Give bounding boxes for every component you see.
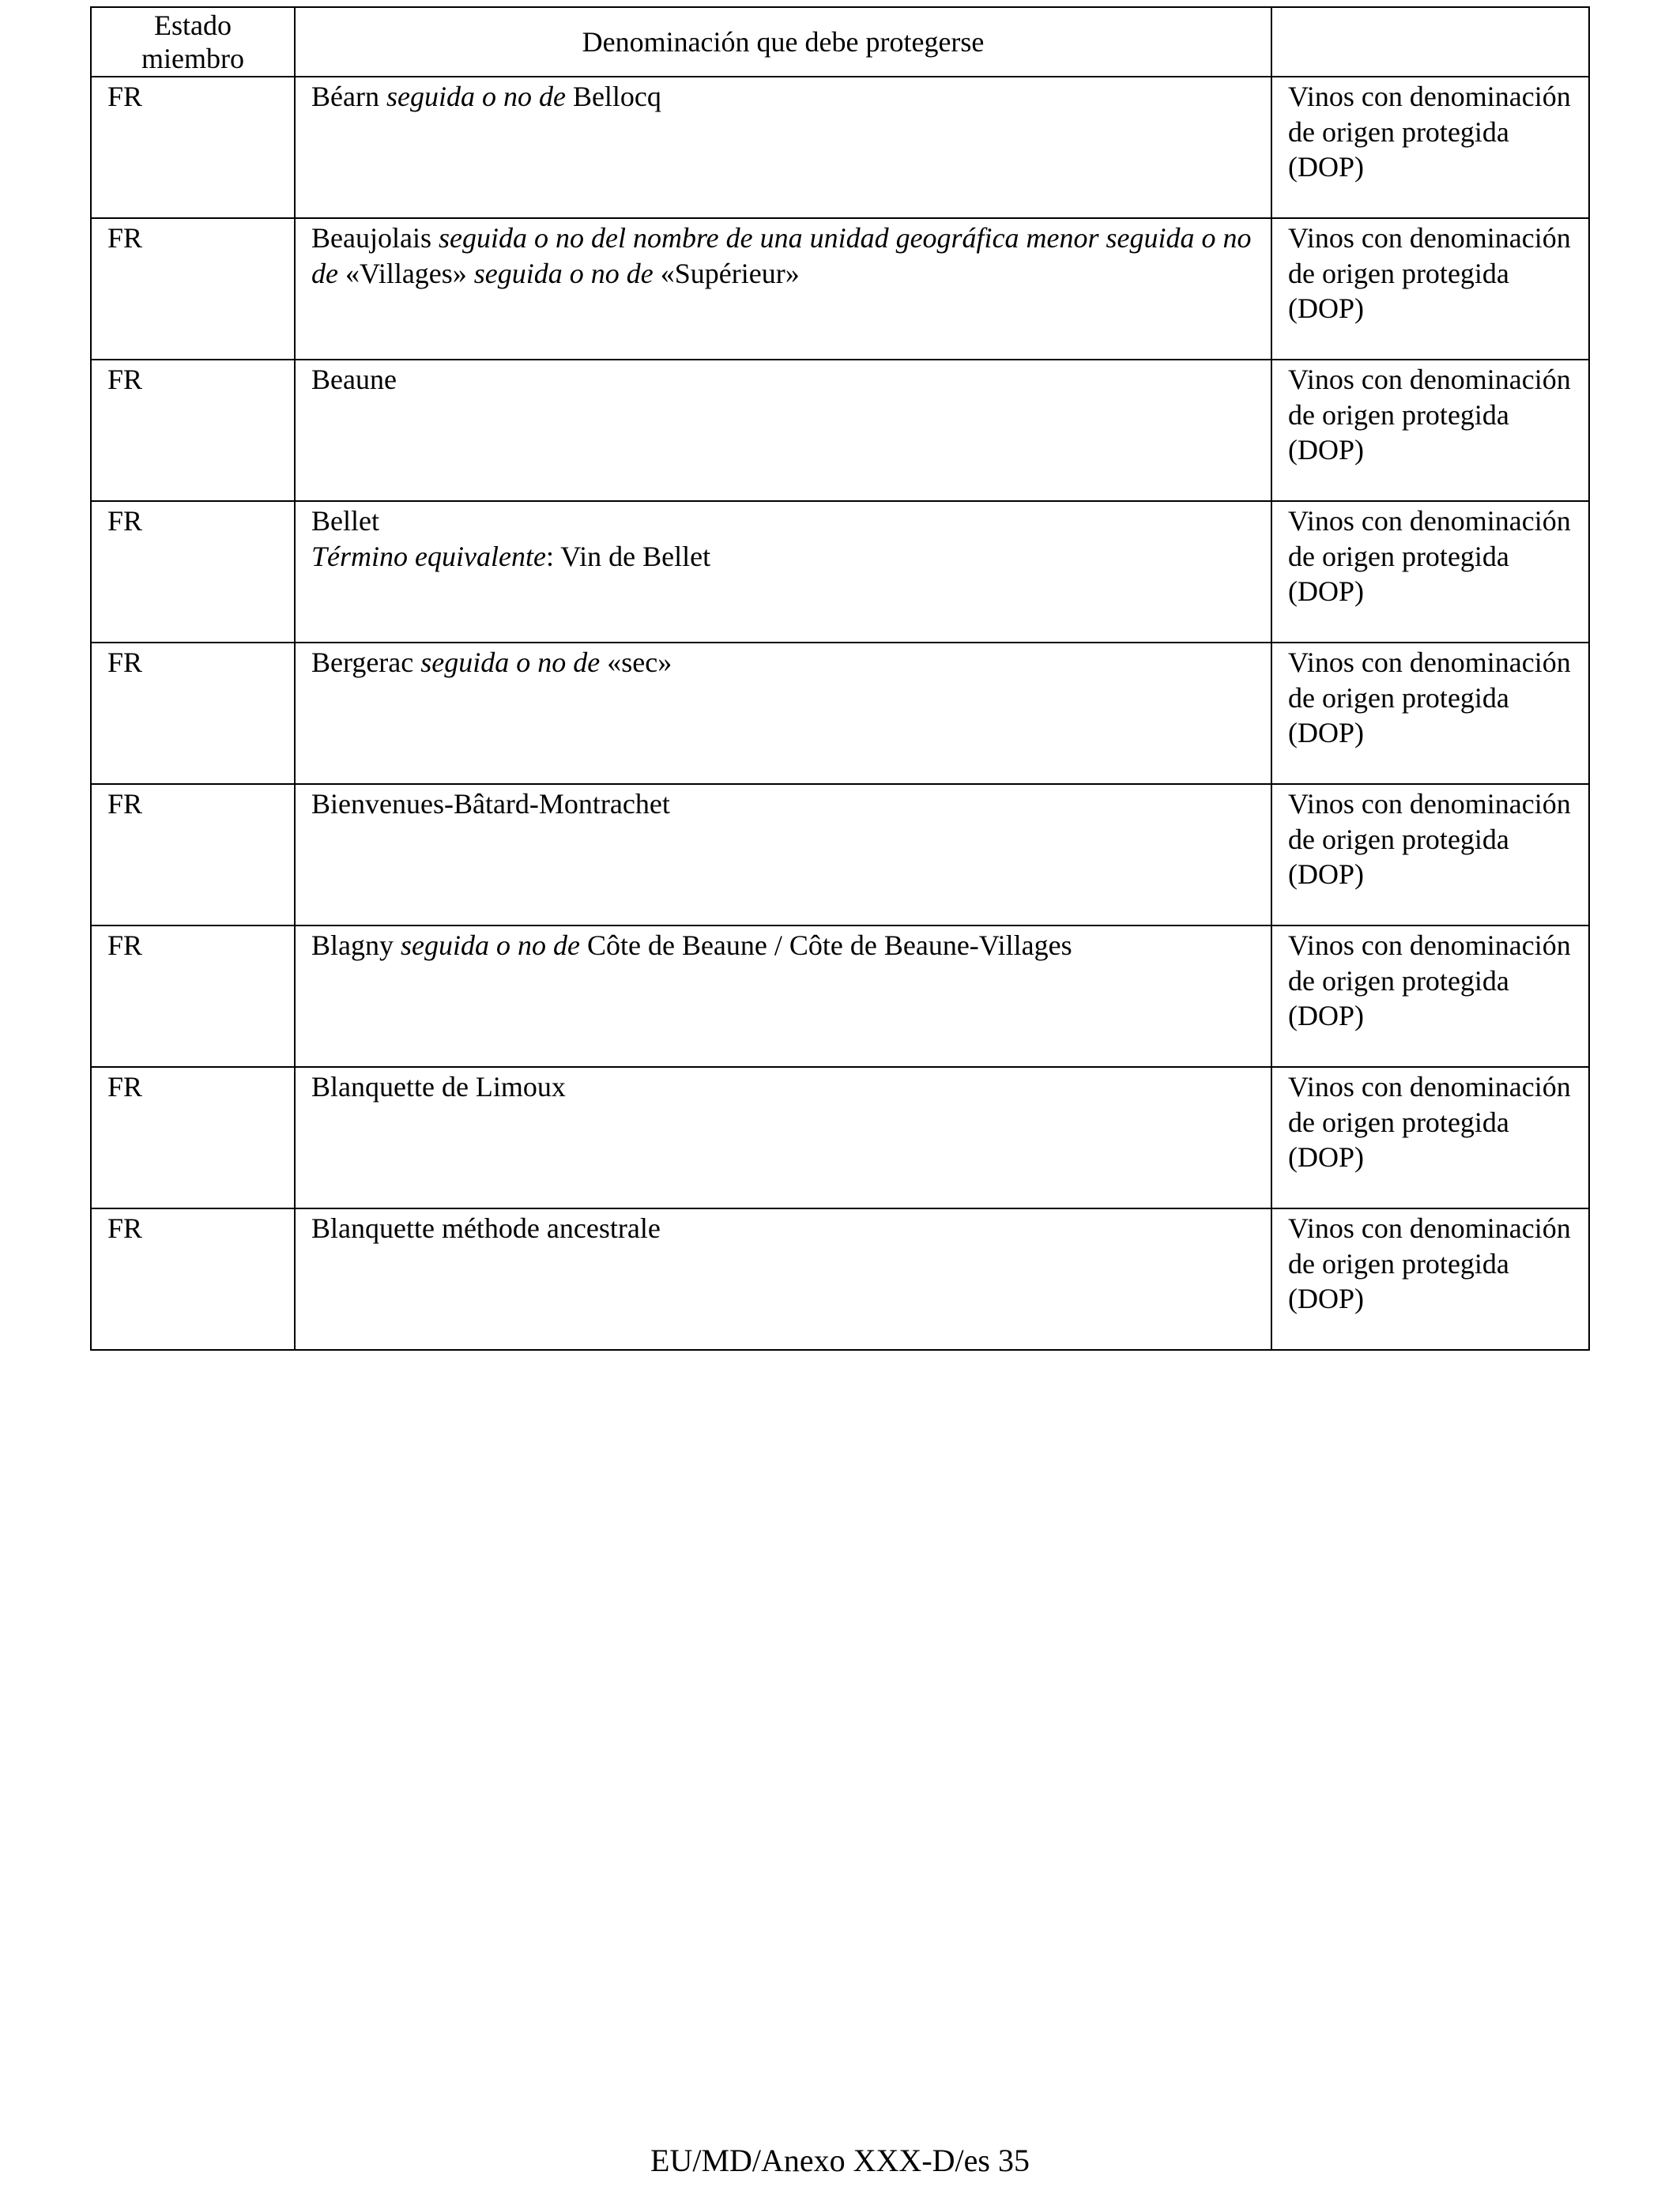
cell-member-state: FR [91,643,295,784]
name-text: «Villages» [337,257,474,289]
cell-protected-name [295,643,1271,784]
cell-member-state: FR [91,501,295,643]
cell-product-type: Vinos con denominación de origen protegida (DOP) [1271,784,1589,925]
name-text: Beaune [311,364,397,395]
cell-member-state: FR [91,1208,295,1350]
table-header-row [91,7,1589,77]
name-qualifier: seguida o no de [473,257,654,289]
cell-protected-name [295,77,1271,218]
name-text: «sec» [600,647,672,678]
table-row [91,784,1589,925]
cell-product-type: Vinos con denominación de origen protegida (DOP) [1271,218,1589,360]
cell-member-state: FR [91,218,295,360]
name-text: Blagny [311,929,401,961]
cell-protected-name [295,218,1271,360]
name-text: Blanquette de Limoux [311,1071,566,1103]
cell-protected-name [295,784,1271,925]
name-text: Bienvenues-Bâtard-Montrachet [311,788,670,820]
table-row [91,218,1589,360]
header-protected-name: Denominación que debe protegerse [295,7,1271,77]
name-text: Bellocq [565,81,661,112]
table-row [91,1208,1589,1350]
cell-member-state: FR [91,925,295,1067]
name-qualifier: seguida o no de [386,81,566,112]
name-text: Béarn [311,81,386,112]
table-row [91,77,1589,218]
cell-product-type: Vinos con denominación de origen protegida (DOP) [1271,1067,1589,1208]
cell-protected-name [295,1067,1271,1208]
cell-member-state: FR [91,784,295,925]
cell-member-state: FR [91,1067,295,1208]
table-row [91,501,1589,643]
cell-product-type: Vinos con denominación de origen protegida (DOP) [1271,501,1589,643]
cell-protected-name [295,1208,1271,1350]
cell-product-type: Vinos con denominación de origen protegida (DOP) [1271,643,1589,784]
name-qualifier: Término equivalente [311,540,546,572]
cell-protected-name [295,925,1271,1067]
header-product-type [1271,7,1589,77]
cell-member-state: FR [91,360,295,501]
cell-product-type: Vinos con denominación de origen protegida (DOP) [1271,77,1589,218]
name-text: Côte de Beaune / Côte de Beaune-Villages [579,929,1072,961]
name-text: : Vin de Bellet [545,540,711,572]
table-row [91,925,1589,1067]
table-row [91,1067,1589,1208]
table-row [91,643,1589,784]
name-qualifier: seguida o no de [420,647,601,678]
name-text: Bergerac [311,647,421,678]
header-member-state [91,7,295,77]
cell-product-type: Vinos con denominación de origen protegida (DOP) [1271,1208,1589,1350]
cell-protected-name [295,360,1271,501]
page-footer-reference: EU/MD/Anexo XXX-D/es 35 [650,2143,1030,2178]
name-qualifier: seguida o no de [401,929,580,961]
name-qualifier: seguida o no del nombre de una unidad geográfica menor seguida o no de [311,222,1252,289]
protected-names-table [90,6,1590,1351]
name-text: «Supérieur» [653,257,800,289]
header-member-state-line2: miembro [141,43,244,74]
cell-product-type: Vinos con denominación de origen protegida (DOP) [1271,925,1589,1067]
name-text: Bellet [311,505,379,537]
cell-product-type: Vinos con denominación de origen protegida (DOP) [1271,360,1589,501]
cell-protected-name [295,501,1271,643]
cell-member-state: FR [91,77,295,218]
table-row [91,360,1589,501]
name-text: Blanquette méthode ancestrale [311,1212,661,1244]
name-text: Beaujolais [311,222,439,254]
header-member-state-line1: Estado [154,9,232,41]
